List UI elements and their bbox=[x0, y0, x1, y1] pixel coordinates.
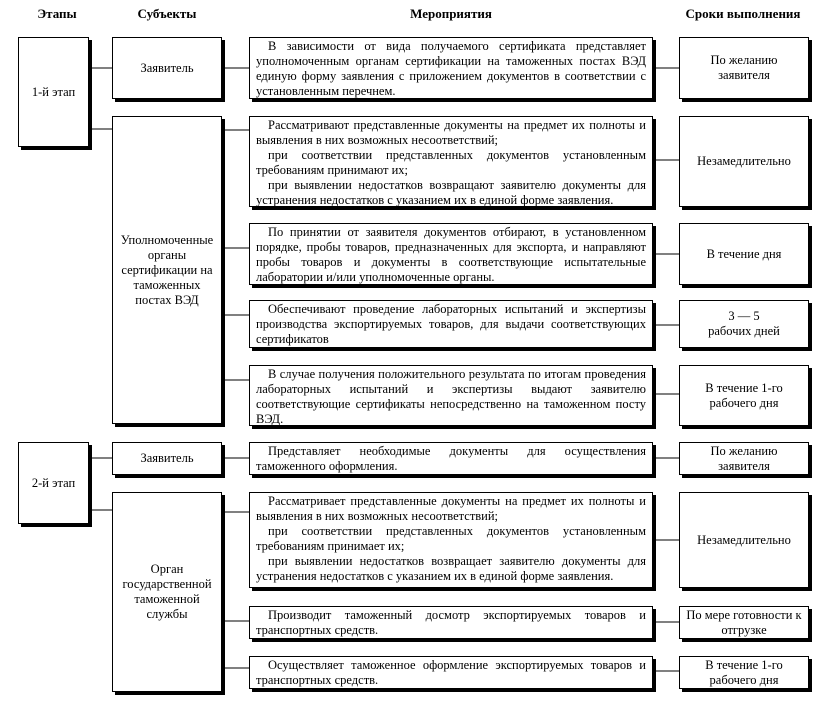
stage-2-deadline-2 bbox=[679, 492, 809, 588]
stage-2-activity-3 bbox=[249, 606, 653, 639]
stage-2-activity-1 bbox=[249, 442, 653, 475]
stage-2-applicant-box bbox=[112, 442, 222, 475]
activity-paragraph: Осуществляет таможенное оформление экспортируемых товаров и транспортных средств. bbox=[256, 658, 646, 687]
stage-2-activity-4 bbox=[249, 656, 653, 689]
deadline-text: Незамедлительно bbox=[697, 154, 791, 168]
stage-2-deadline-4 bbox=[679, 656, 809, 689]
deadline-text: По желанию заявителя bbox=[710, 53, 778, 82]
stage-1-activity-3 bbox=[249, 223, 653, 285]
deadline-text: В течение 1-го рабочего дня bbox=[705, 380, 783, 410]
stage-2-activity-2 bbox=[249, 492, 653, 588]
stage-1-box bbox=[18, 37, 89, 147]
activity-paragraph: при соответствии представленных документов установленным требованиям принимает их; bbox=[256, 524, 646, 553]
stage-1-deadline-1 bbox=[679, 37, 809, 99]
activity-paragraph: Рассматривают представленные документы на предмет их полноты и выявления в них возможных несоответствий; bbox=[256, 118, 646, 147]
stage-1-applicant-label: Заявитель bbox=[140, 60, 194, 75]
stage-1-activity-2 bbox=[249, 116, 653, 207]
activity-paragraph: Производит таможенный досмотр экспортируемых товаров и транспортных средств. bbox=[256, 608, 646, 637]
stage-2-deadline-1 bbox=[679, 442, 809, 475]
stage-1-activity-1 bbox=[249, 37, 653, 99]
stage-2-deadline-3 bbox=[679, 606, 809, 639]
stage-1-activity-5 bbox=[249, 365, 653, 426]
deadline-text: В течение 1-го рабочего дня bbox=[705, 657, 783, 687]
deadline-text: По мере готовности к отгрузке bbox=[686, 607, 802, 637]
activity-paragraph: Представляет необходимые документы для осуществления таможенного оформления. bbox=[256, 444, 646, 473]
activity-paragraph: Обеспечивают проведение лабораторных испытаний и экспертизы производства экспортируемых товаров, для выдачи соответствующих сертификатов bbox=[256, 302, 646, 346]
stage-2-box bbox=[18, 442, 89, 524]
deadline-text: 3 — 5 рабочих дней bbox=[708, 309, 780, 338]
header-activities: Мероприятия bbox=[410, 6, 492, 21]
stage-1-deadline-3 bbox=[679, 223, 809, 285]
stage-1-deadline-2 bbox=[679, 116, 809, 207]
activity-paragraph: при выявлении недостатков возвращают заявителю документы для устранения недостатков с указанием их в единой форме заявления. bbox=[256, 178, 646, 207]
deadline-text: Незамедлительно bbox=[697, 532, 791, 547]
stage-1-activity-4 bbox=[249, 300, 653, 348]
activity-paragraph: Рассматривает представленные документы на предмет их полноты и выявления в них возможных несоответствий; bbox=[256, 494, 646, 523]
stage-1-authority-box bbox=[112, 116, 222, 424]
stage-1-deadline-4 bbox=[679, 300, 809, 348]
header-subjects: Субъекты bbox=[137, 6, 197, 21]
stage-2-applicant-label: Заявитель bbox=[140, 451, 194, 465]
stage-1-label: 1-й этап bbox=[31, 84, 76, 99]
activity-paragraph: По принятии от заявителя документов отбирают, в установленном порядке, пробы товаров, предназначенных для экспорта, и направляют пробы товаров и документы в соответствующие испытательные лаборатории и/или уполномоченные органы. bbox=[256, 225, 646, 284]
stage-1-applicant-box bbox=[112, 37, 222, 99]
stage-2-authority-box bbox=[112, 492, 222, 692]
stage-1-authority-label: Уполномоченные органы сертификации на таможенных постах ВЭД bbox=[120, 232, 214, 307]
deadline-text: В течение дня bbox=[706, 246, 782, 261]
activity-paragraph: В зависимости от вида получаемого сертификата представляет уполномоченным органам сертификации на таможенных постах ВЭД единую форму заявления с приложением документов в соответствии с установленным перечнем. bbox=[256, 39, 646, 98]
header-deadlines: Сроки выполнения bbox=[685, 6, 801, 21]
activity-paragraph: при выявлении недостатков возвращает заявителю документы для устранения недостатков с указанием их в единой форме заявления. bbox=[256, 554, 646, 583]
activity-paragraph: при соответствии представленных документов установленным требованиям принимают их; bbox=[256, 148, 646, 177]
stage-2-authority-label: Орган государственной таможенной службы bbox=[122, 562, 212, 621]
deadline-text: По желанию заявителя bbox=[710, 443, 778, 473]
stage-1-deadline-5 bbox=[679, 365, 809, 426]
stage-2-label: 2-й этап bbox=[31, 475, 76, 490]
activity-paragraph: В случае получения положительного результата по итогам проведения лабораторных испытаний и экспертизы выдают заявителю соответствующие сертификаты непосредственно на таможенном посту ВЭД. bbox=[256, 367, 646, 426]
header-stages: Этапы bbox=[37, 6, 77, 21]
